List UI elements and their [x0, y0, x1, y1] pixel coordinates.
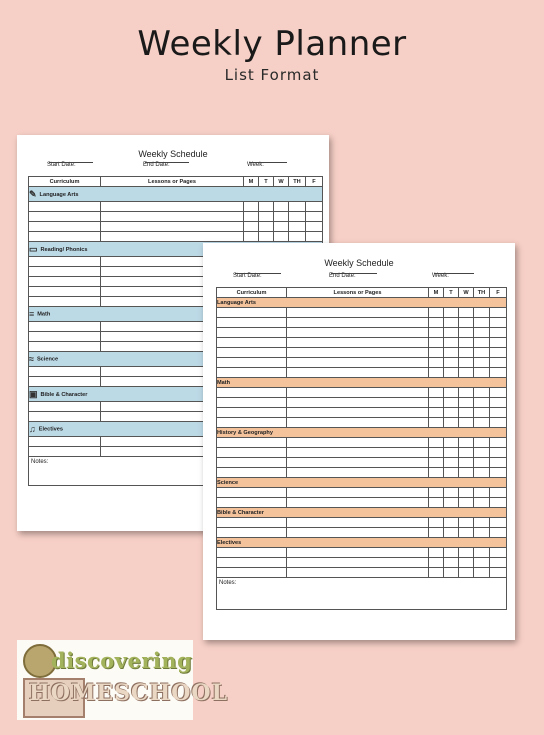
weekly-schedule-sheet-orange: Weekly Schedule Start Date: End Date: Week: Curriculum Lessons or Pages M T W TH F Language Arts Math History & Geography Science Bible & Character Electives Notes:: [203, 243, 515, 640]
section-row: [217, 538, 507, 548]
blank-cell[interactable]: [444, 328, 459, 338]
blank-cell[interactable]: [101, 232, 244, 242]
blank-cell[interactable]: [289, 202, 306, 212]
blank-cell[interactable]: [287, 358, 429, 368]
blank-cell[interactable]: [444, 368, 459, 378]
table-row: [217, 438, 507, 448]
blank-cell[interactable]: [306, 212, 323, 222]
blank-cell[interactable]: [217, 388, 287, 398]
blank-cell[interactable]: [29, 232, 101, 242]
blank-cell[interactable]: [459, 558, 474, 568]
blank-cell[interactable]: [474, 418, 490, 428]
blank-cell[interactable]: [490, 398, 507, 408]
blank-cell[interactable]: [490, 498, 507, 508]
section-row: [217, 428, 507, 438]
blank-cell[interactable]: [429, 498, 444, 508]
blank-cell[interactable]: [274, 232, 289, 242]
blank-cell[interactable]: [217, 318, 287, 328]
blank-cell[interactable]: [490, 338, 507, 348]
weekly-schedule-sheet-blue: Weekly Schedule Start Date: End Date: Week: Curriculum Lessons or Pages M T W TH F ✎ Language Arts ▭ Reading/ Phonics ≡ Math ≈ Science ▣ Bible & Character ♫ Electives Notes:: [17, 135, 329, 531]
blank-cell[interactable]: [29, 222, 101, 232]
blank-cell[interactable]: [429, 408, 444, 418]
blank-cell[interactable]: [490, 308, 507, 318]
blank-cell[interactable]: [217, 518, 287, 528]
section-label: Electives: [217, 539, 242, 546]
logo-line-2: HOMESCHOOL: [29, 680, 229, 706]
blank-cell[interactable]: [429, 488, 444, 498]
sheet-title: Weekly Schedule: [138, 149, 208, 159]
blank-cell[interactable]: [444, 448, 459, 458]
table-row: [217, 348, 507, 358]
blank-cell[interactable]: [217, 498, 287, 508]
blank-cell[interactable]: [259, 232, 274, 242]
blank-cell[interactable]: [29, 202, 101, 212]
blank-cell[interactable]: [474, 468, 490, 478]
blank-cell[interactable]: [274, 202, 289, 212]
blank-cell[interactable]: [287, 488, 429, 498]
blank-cell[interactable]: [444, 358, 459, 368]
table-row: [29, 232, 323, 242]
column-header: Lessons or Pages: [101, 177, 244, 187]
column-header: W: [459, 288, 474, 298]
blank-cell[interactable]: [259, 212, 274, 222]
column-header: W: [274, 177, 289, 187]
column-header: Lessons or Pages: [287, 288, 429, 298]
blank-cell[interactable]: [217, 548, 287, 558]
blank-cell[interactable]: [474, 318, 490, 328]
blank-cell[interactable]: [474, 458, 490, 468]
blank-cell[interactable]: [444, 318, 459, 328]
blank-cell[interactable]: [287, 418, 429, 428]
blank-cell[interactable]: [459, 408, 474, 418]
blank-cell[interactable]: [29, 287, 101, 297]
blank-cell[interactable]: [101, 202, 244, 212]
blank-cell[interactable]: [429, 308, 444, 318]
blank-cell[interactable]: [289, 232, 306, 242]
blank-cell[interactable]: [444, 548, 459, 558]
notes-field[interactable]: Notes:: [217, 578, 507, 610]
blank-cell[interactable]: [289, 212, 306, 222]
section-row: [217, 478, 507, 488]
calculator-icon: ≡: [29, 309, 35, 319]
blank-cell[interactable]: [287, 468, 429, 478]
blank-cell[interactable]: [459, 448, 474, 458]
table-row: [217, 318, 507, 328]
section-label: Bible & Character: [217, 509, 264, 516]
blank-cell[interactable]: [429, 368, 444, 378]
blank-cell[interactable]: [474, 558, 490, 568]
blank-cell[interactable]: [444, 558, 459, 568]
table-row: [217, 338, 507, 348]
blank-cell[interactable]: [287, 408, 429, 418]
column-header: T: [259, 177, 274, 187]
music-notes-icon: ♫: [29, 424, 36, 434]
blank-cell[interactable]: [444, 388, 459, 398]
blank-cell[interactable]: [29, 437, 101, 447]
blank-cell[interactable]: [444, 418, 459, 428]
blank-cell[interactable]: [459, 388, 474, 398]
blank-cell[interactable]: [474, 518, 490, 528]
blank-cell[interactable]: [306, 222, 323, 232]
blank-cell[interactable]: [474, 528, 490, 538]
blank-cell[interactable]: [459, 358, 474, 368]
blank-cell[interactable]: [490, 318, 507, 328]
section-label: Bible & Character: [40, 391, 88, 398]
blank-cell[interactable]: [429, 438, 444, 448]
blank-cell[interactable]: [287, 318, 429, 328]
blank-cell[interactable]: [459, 348, 474, 358]
blank-cell[interactable]: [459, 418, 474, 428]
column-header: Curriculum: [29, 177, 101, 187]
blank-cell[interactable]: [474, 448, 490, 458]
blank-cell[interactable]: [459, 498, 474, 508]
blank-cell[interactable]: [244, 202, 259, 212]
section-row: [29, 187, 323, 202]
blank-cell[interactable]: [474, 398, 490, 408]
blank-cell[interactable]: [287, 458, 429, 468]
blank-cell[interactable]: [29, 277, 101, 287]
blank-cell[interactable]: [29, 447, 101, 457]
blank-cell[interactable]: [490, 488, 507, 498]
blank-cell[interactable]: [217, 398, 287, 408]
bible-icon: ▣: [29, 388, 38, 399]
blank-cell[interactable]: [444, 408, 459, 418]
notes-row: [217, 578, 507, 610]
page-subtitle: List Format: [224, 66, 320, 84]
blank-cell[interactable]: [490, 558, 507, 568]
blank-cell[interactable]: [217, 468, 287, 478]
pencil-icon: ✎: [29, 188, 37, 199]
blank-cell[interactable]: [287, 568, 429, 578]
blank-cell[interactable]: [274, 212, 289, 222]
section-label: Electives: [38, 426, 64, 433]
blank-cell[interactable]: [429, 358, 444, 368]
blank-cell[interactable]: [444, 498, 459, 508]
blank-cell[interactable]: [459, 488, 474, 498]
blank-cell[interactable]: [244, 232, 259, 242]
blank-cell[interactable]: [474, 348, 490, 358]
blank-cell[interactable]: [490, 448, 507, 458]
blank-cell[interactable]: [29, 367, 101, 377]
blank-cell[interactable]: [217, 418, 287, 428]
blank-cell[interactable]: [429, 398, 444, 408]
blank-cell[interactable]: [259, 202, 274, 212]
column-header: TH: [474, 288, 490, 298]
blank-cell[interactable]: [217, 368, 287, 378]
blank-cell[interactable]: [444, 518, 459, 528]
blank-cell[interactable]: [490, 518, 507, 528]
table-row: [217, 368, 507, 378]
blank-cell[interactable]: [474, 388, 490, 398]
header-row: [29, 177, 323, 187]
blank-cell[interactable]: [444, 488, 459, 498]
blank-cell[interactable]: [217, 488, 287, 498]
blank-cell[interactable]: [459, 468, 474, 478]
blank-cell[interactable]: [287, 438, 429, 448]
blank-cell[interactable]: [429, 328, 444, 338]
section-row: [217, 508, 507, 518]
blank-cell[interactable]: [490, 548, 507, 558]
blank-cell[interactable]: [29, 257, 101, 267]
table-row: [217, 518, 507, 528]
blank-cell[interactable]: [217, 458, 287, 468]
blank-cell[interactable]: [474, 368, 490, 378]
blank-cell[interactable]: [490, 468, 507, 478]
blank-cell[interactable]: [490, 388, 507, 398]
blank-cell[interactable]: [101, 212, 244, 222]
blank-cell[interactable]: [287, 308, 429, 318]
table-row: [217, 418, 507, 428]
blank-cell[interactable]: [459, 548, 474, 558]
blank-cell[interactable]: [459, 518, 474, 528]
blank-cell[interactable]: [287, 328, 429, 338]
blank-cell[interactable]: [29, 212, 101, 222]
blank-cell[interactable]: [429, 318, 444, 328]
blank-cell[interactable]: [474, 408, 490, 418]
blank-cell[interactable]: [429, 458, 444, 468]
blank-cell[interactable]: [429, 348, 444, 358]
section-label: Math: [37, 311, 51, 318]
blank-cell[interactable]: [444, 528, 459, 538]
table-row: [217, 408, 507, 418]
table-row: [217, 328, 507, 338]
column-header: T: [444, 288, 459, 298]
blank-cell[interactable]: [29, 297, 101, 307]
blank-cell[interactable]: [274, 222, 289, 232]
blank-cell[interactable]: [474, 438, 490, 448]
column-header: M: [244, 177, 259, 187]
blank-cell[interactable]: [459, 528, 474, 538]
blank-cell[interactable]: [217, 558, 287, 568]
blank-cell[interactable]: [490, 328, 507, 338]
blank-cell[interactable]: [490, 568, 507, 578]
blank-cell[interactable]: [490, 408, 507, 418]
blank-cell[interactable]: [429, 528, 444, 538]
section-label: Language Arts: [217, 299, 256, 306]
blank-cell[interactable]: [287, 558, 429, 568]
blank-cell[interactable]: [217, 528, 287, 538]
blank-cell[interactable]: [490, 438, 507, 448]
blank-cell[interactable]: [490, 348, 507, 358]
table-row: [217, 458, 507, 468]
blank-cell[interactable]: [490, 528, 507, 538]
table-row: [217, 528, 507, 538]
table-row: [217, 358, 507, 368]
column-header: Curriculum: [217, 288, 287, 298]
schedule-table: [216, 287, 507, 610]
column-header: F: [490, 288, 507, 298]
section-label: Science: [217, 479, 239, 486]
blank-cell[interactable]: [474, 488, 490, 498]
table-row: [217, 558, 507, 568]
table-row: [217, 308, 507, 318]
blank-cell[interactable]: [459, 308, 474, 318]
page-title: Weekly Planner: [137, 24, 407, 64]
blank-cell[interactable]: [287, 498, 429, 508]
section-label: Science: [36, 356, 59, 363]
blank-cell[interactable]: [429, 568, 444, 578]
blank-cell[interactable]: [444, 308, 459, 318]
blank-cell[interactable]: [459, 328, 474, 338]
blank-cell[interactable]: [287, 348, 429, 358]
blank-cell[interactable]: [474, 358, 490, 368]
blank-cell[interactable]: [459, 318, 474, 328]
column-header: M: [429, 288, 444, 298]
blank-cell[interactable]: [287, 338, 429, 348]
blank-cell[interactable]: [429, 418, 444, 428]
sheet-title: Weekly Schedule: [324, 258, 394, 268]
blank-cell[interactable]: [444, 468, 459, 478]
blank-cell[interactable]: [490, 358, 507, 368]
blank-cell[interactable]: [306, 202, 323, 212]
blank-cell[interactable]: [429, 338, 444, 348]
table-row: [217, 488, 507, 498]
blank-cell[interactable]: [490, 418, 507, 428]
blank-cell[interactable]: [287, 388, 429, 398]
blank-cell[interactable]: [459, 458, 474, 468]
section-row: [217, 298, 507, 308]
blank-cell[interactable]: [244, 212, 259, 222]
table-row: [217, 388, 507, 398]
blank-cell[interactable]: [287, 528, 429, 538]
blank-cell[interactable]: [474, 338, 490, 348]
blank-cell[interactable]: [217, 408, 287, 418]
book-icon: ▭: [29, 243, 38, 254]
blank-cell[interactable]: [459, 368, 474, 378]
blank-cell[interactable]: [459, 438, 474, 448]
table-row: [217, 498, 507, 508]
blank-cell[interactable]: [444, 348, 459, 358]
table-row: [217, 398, 507, 408]
blank-cell[interactable]: [217, 308, 287, 318]
blank-cell[interactable]: [101, 222, 244, 232]
blank-cell[interactable]: [444, 338, 459, 348]
section-label: Math: [217, 379, 231, 386]
blank-cell[interactable]: [29, 267, 101, 277]
blank-cell[interactable]: [29, 332, 101, 342]
blank-cell[interactable]: [444, 398, 459, 408]
blank-cell[interactable]: [217, 358, 287, 368]
blank-cell[interactable]: [474, 328, 490, 338]
blank-cell[interactable]: [429, 518, 444, 528]
section-label: History & Geography: [217, 429, 273, 436]
table-row: [29, 202, 323, 212]
blank-cell[interactable]: [306, 232, 323, 242]
blank-cell[interactable]: [29, 402, 101, 412]
dolphin-icon: ≈: [29, 354, 34, 364]
table-row: [217, 448, 507, 458]
blank-cell[interactable]: [287, 518, 429, 528]
logo-line-1: discovering: [51, 648, 193, 673]
blank-cell[interactable]: [474, 548, 490, 558]
notes-field[interactable]: Notes:: [29, 457, 323, 486]
blank-cell[interactable]: [444, 458, 459, 468]
blank-cell[interactable]: [490, 368, 507, 378]
column-header: TH: [289, 177, 306, 187]
blank-cell[interactable]: [474, 568, 490, 578]
blank-cell[interactable]: [444, 568, 459, 578]
blank-cell[interactable]: [474, 308, 490, 318]
table-row: [29, 222, 323, 232]
header-row: [217, 288, 507, 298]
blank-cell[interactable]: [287, 398, 429, 408]
blank-cell[interactable]: [217, 568, 287, 578]
blank-cell[interactable]: [429, 448, 444, 458]
blank-cell[interactable]: [259, 222, 274, 232]
blank-cell[interactable]: [217, 328, 287, 338]
section-row: [217, 378, 507, 388]
blank-cell[interactable]: [29, 412, 101, 422]
blank-cell[interactable]: [287, 448, 429, 458]
blank-cell[interactable]: [429, 558, 444, 568]
column-header: F: [306, 177, 323, 187]
blank-cell[interactable]: [217, 338, 287, 348]
blank-cell[interactable]: [490, 458, 507, 468]
section-label: Language Arts: [39, 191, 79, 198]
blank-cell[interactable]: [459, 568, 474, 578]
blank-cell[interactable]: [29, 322, 101, 332]
blank-cell[interactable]: [29, 377, 101, 387]
blank-cell[interactable]: [217, 438, 287, 448]
blank-cell[interactable]: [459, 338, 474, 348]
blank-cell[interactable]: [287, 368, 429, 378]
table-row: [217, 568, 507, 578]
blank-cell[interactable]: [217, 348, 287, 358]
blank-cell[interactable]: [474, 498, 490, 508]
blank-cell[interactable]: [217, 448, 287, 458]
section-label: Reading/ Phonics: [40, 246, 88, 253]
blank-cell[interactable]: [444, 438, 459, 448]
blank-cell[interactable]: [29, 342, 101, 352]
blank-cell[interactable]: [459, 398, 474, 408]
blank-cell[interactable]: [429, 468, 444, 478]
table-row: [217, 548, 507, 558]
table-row: [217, 468, 507, 478]
blank-cell[interactable]: [429, 548, 444, 558]
table-row: [29, 212, 323, 222]
discovering-homeschool-logo: [17, 640, 229, 720]
blank-cell[interactable]: [429, 388, 444, 398]
blank-cell[interactable]: [244, 222, 259, 232]
blank-cell[interactable]: [287, 548, 429, 558]
blank-cell[interactable]: [289, 222, 306, 232]
